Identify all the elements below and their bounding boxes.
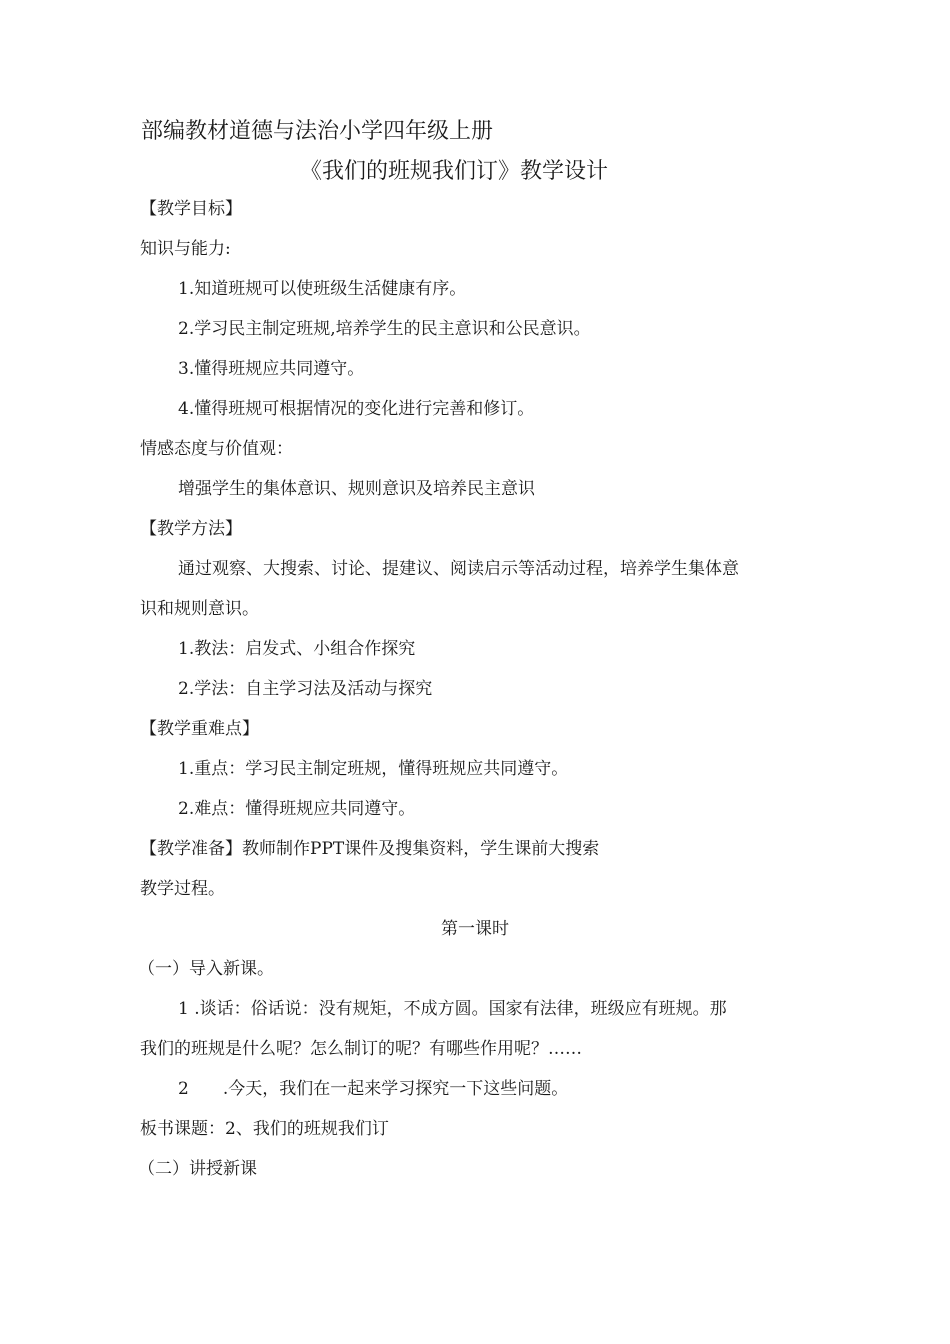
keypoints-item: 2.难点：懂得班规应共同遵守。 [178,799,416,819]
process-label: 教学过程。 [140,879,225,899]
emotion-text: 增强学生的集体意识、规则意识及培养民主意识 [178,479,535,499]
document-title-line1: 部编教材道德与法治小学四年级上册 [141,119,494,144]
today-line: 2 .今天，我们在一起来学习探究一下这些问题。 [178,1079,569,1099]
section-heading-keypoints: 【教学重难点】 [140,719,259,739]
talk-line2: 我们的班规是什么呢？怎么制订的呢？有哪些作用呢？…… [140,1039,582,1059]
lesson-heading: 第一课时 [441,919,509,939]
document-title-line2: 《我们的班规我们订》教学设计 [300,159,609,184]
methods-item: 2.学法：自主学习法及活动与探究 [178,679,433,699]
section-heading-objectives: 【教学目标】 [140,199,242,219]
keypoints-item: 1.重点：学习民主制定班规，懂得班规应共同遵守。 [178,759,569,779]
methods-paragraph-line1: 通过观察、大搜索、讨论、提建议、阅读启示等活动过程，培养学生集体意 [178,559,739,579]
methods-item: 1.教法：启发式、小组合作探究 [178,639,416,659]
preparation-line: 【教学准备】教师制作PPT课件及搜集资料，学生课前大搜索 [140,839,600,859]
knowledge-item: 4.懂得班规可根据情况的变化进行完善和修订。 [178,399,535,419]
section-intro: （一）导入新课。 [138,959,274,979]
section-heading-methods: 【教学方法】 [140,519,242,539]
methods-paragraph-line2: 识和规则意识。 [140,599,259,619]
board-line: 板书课题：2、我们的班规我们订 [140,1119,389,1139]
emotion-label: 情感态度与价值观： [140,439,293,459]
knowledge-item: 3.懂得班规应共同遵守。 [178,359,365,379]
talk-line1: 1 .谈话：俗话说：没有规矩，不成方圆。国家有法律，班级应有班规。那 [178,999,727,1019]
knowledge-label: 知识与能力: [140,239,231,259]
knowledge-item: 2.学习民主制定班规,培养学生的民主意识和公民意识。 [178,319,591,339]
knowledge-item: 1.知道班规可以使班级生活健康有序。 [178,279,467,299]
section-teaching: （二）讲授新课 [138,1159,257,1179]
